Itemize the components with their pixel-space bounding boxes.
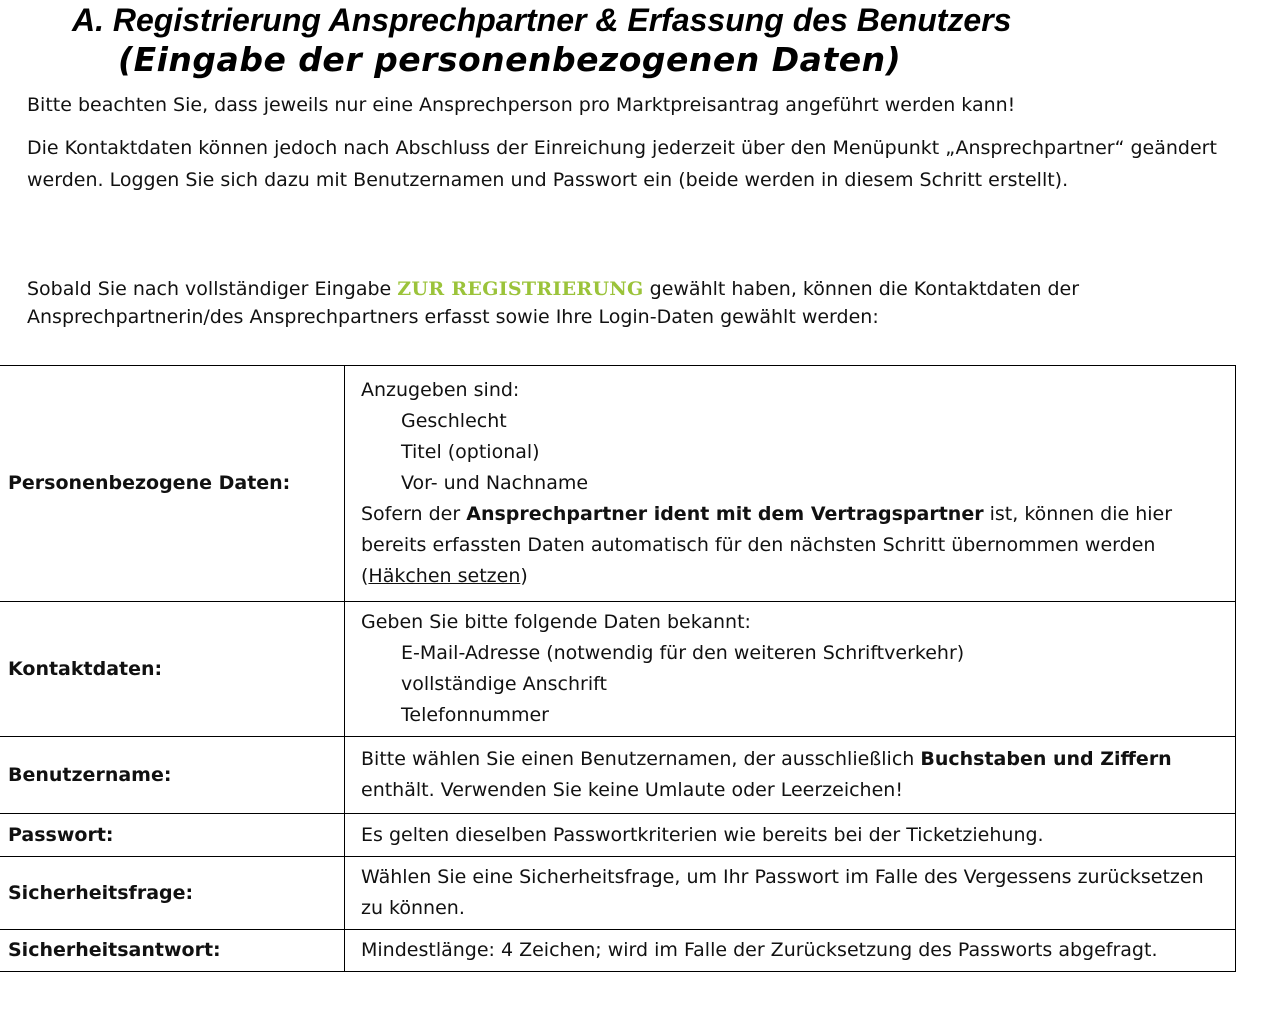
username-text-before: Bitte wählen Sie einen Benutzernamen, der ausschließlich bbox=[361, 748, 921, 770]
username-text-after: enthält. Verwenden Sie keine Umlaute oder Leerzeichen! bbox=[361, 779, 903, 801]
contact-item-address: vollständige Anschrift bbox=[401, 673, 607, 695]
security-question-content: Wählen Sie eine Sicherheitsfrage, um Ihr Passwort im Falle des Vergessens zurücksetzen zu können. bbox=[345, 857, 1236, 930]
contact-content bbox=[345, 602, 1236, 737]
registration-info-table bbox=[0, 365, 1236, 972]
personal-data-content bbox=[345, 366, 1236, 602]
table-row-personal-data bbox=[0, 366, 1236, 602]
section-heading bbox=[72, 0, 1011, 80]
username-content bbox=[345, 737, 1236, 814]
p3-text-after: gewählt haben, können die Kontaktdaten der Ansprechpartnerin/des Ansprechpartners erfasst sowie Ihre Login-Daten gewählt werden: bbox=[27, 278, 1080, 328]
security-answer-content: Mindestlänge: 4 Zeichen; wird im Falle der Zurücksetzung des Passworts abgefragt. bbox=[345, 930, 1236, 972]
note-close: ) bbox=[520, 565, 528, 587]
username-bold: Buchstaben und Ziffern bbox=[920, 748, 1172, 770]
contact-item-email: E-Mail-Adresse (notwendig für den weiteren Schriftverkehr) bbox=[401, 642, 965, 664]
note-bold: Ansprechpartner ident mit dem Vertragspartner bbox=[466, 503, 984, 525]
zur-registrierung-highlight: ZUR REGISTRIERUNG bbox=[397, 278, 644, 300]
table-row-security-question bbox=[0, 857, 1236, 930]
p3-text-before: Sobald Sie nach vollständiger Eingabe bbox=[27, 278, 398, 300]
intro-paragraph-1: Bitte beachten Sie, dass jeweils nur eine Ansprechperson pro Marktpreisantrag angeführt werden kann! bbox=[27, 94, 1016, 116]
personal-data-intro: Anzugeben sind: bbox=[361, 379, 520, 401]
note-text-after: ist, können die hier bereits erfassten Daten automatisch für den nächsten Schritt übernommen werden ( bbox=[361, 503, 1173, 587]
intro-paragraph-3 bbox=[27, 275, 1227, 331]
personal-item-name: Vor- und Nachname bbox=[401, 472, 589, 494]
username-label: Benutzername: bbox=[0, 737, 345, 814]
password-content: Es gelten dieselben Passwortkriterien wie bereits bei der Ticketziehung. bbox=[345, 814, 1236, 857]
personal-data-label: Personenbezogene Daten: bbox=[0, 366, 345, 602]
contact-label: Kontaktdaten: bbox=[0, 602, 345, 737]
personal-item-title: Titel (optional) bbox=[401, 441, 540, 463]
contact-item-phone: Telefonnummer bbox=[401, 704, 549, 726]
security-answer-label: Sicherheitsantwort: bbox=[0, 930, 345, 972]
heading-line-1: A. Registrierung Ansprechpartner & Erfassung des Benutzers bbox=[72, 2, 1012, 38]
password-label: Passwort: bbox=[0, 814, 345, 857]
table-row-contact bbox=[0, 602, 1236, 737]
table-row-security-answer bbox=[0, 930, 1236, 972]
haekchen-setzen-link[interactable]: Häkchen setzen bbox=[368, 565, 521, 587]
note-text-before: Sofern der bbox=[361, 503, 467, 525]
contact-intro: Geben Sie bitte folgende Daten bekannt: bbox=[361, 611, 751, 633]
personal-data-note bbox=[361, 503, 1172, 587]
table-row-password bbox=[0, 814, 1236, 857]
personal-item-gender: Geschlecht bbox=[401, 410, 507, 432]
heading-line-2: (Eingabe der personenbezogenen Daten) bbox=[118, 40, 902, 79]
table-row-username bbox=[0, 737, 1236, 814]
intro-paragraph-2: Die Kontaktdaten können jedoch nach Abschluss der Einreichung jederzeit über den Menüpunkt „Ansprechpartner“ geändert werden. Loggen Sie sich dazu mit Benutzernamen und Passwort ein (beide werden in diesem Schritt erstellt). bbox=[27, 137, 1217, 191]
security-question-label: Sicherheitsfrage: bbox=[0, 857, 345, 930]
